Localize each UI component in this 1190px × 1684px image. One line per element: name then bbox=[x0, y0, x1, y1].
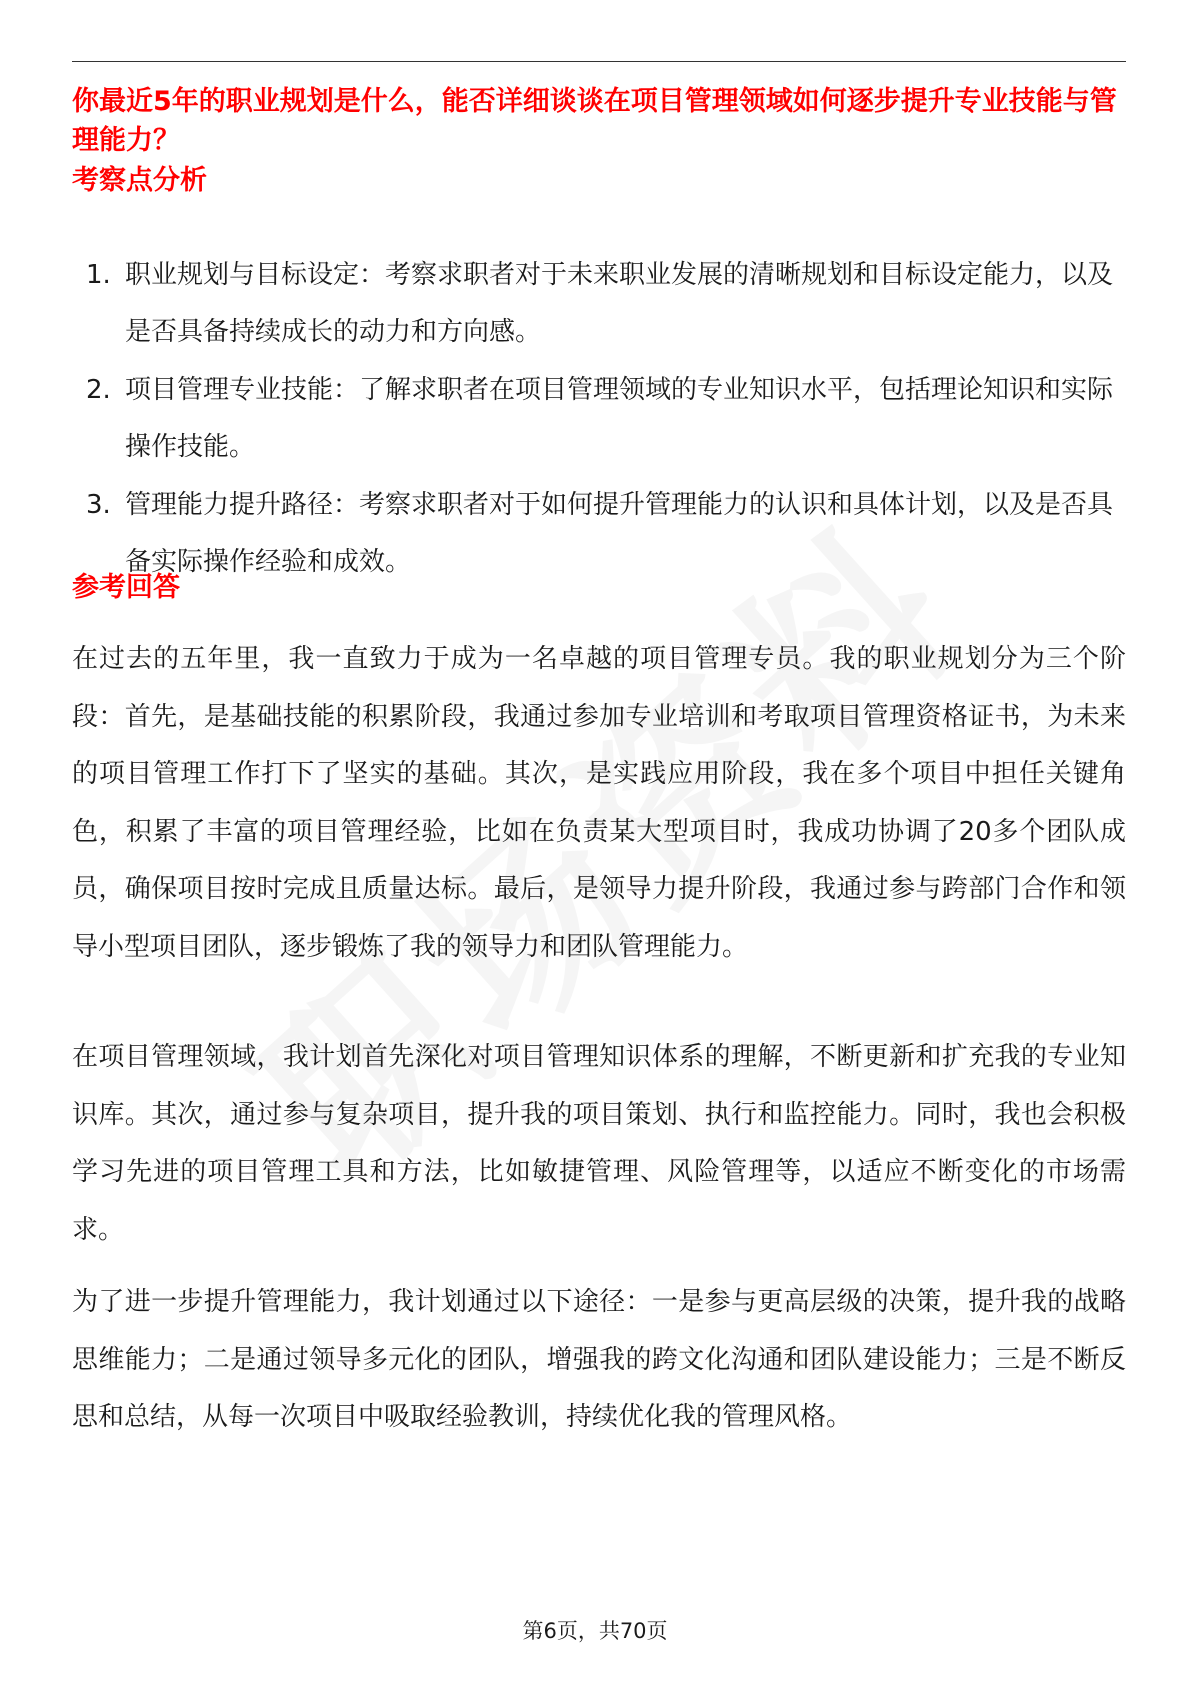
answer-paragraph: 为了进一步提升管理能力，我计划通过以下途径：一是参与更高层级的决策，提升我的战略思维能力；二是通过领导多元化的团队，增强我的跨文化沟通和团队建设能力；三是不断反思和总结，从每一次项目中吸取经验教训，持续优化我的管理风格。 bbox=[72, 1287, 1126, 1432]
answer-heading: 参考回答 bbox=[72, 572, 180, 603]
analysis-item-number: 1. bbox=[86, 260, 111, 290]
analysis-list bbox=[72, 247, 1126, 592]
question-title: 你最近5年的职业规划是什么，能否详细谈谈在项目管理领域如何逐步提升专业技能与管理能力？ bbox=[72, 86, 1117, 156]
analysis-item-text: 职业规划与目标设定：考察求职者对于未来职业发展的清晰规划和目标设定能力，以及是否具备持续成长的动力和方向感。 bbox=[125, 260, 1114, 347]
analysis-item bbox=[72, 247, 1126, 361]
analysis-item bbox=[72, 362, 1126, 476]
answer-paragraph: 在项目管理领域，我计划首先深化对项目管理知识体系的理解，不断更新和扩充我的专业知识库。其次，通过参与复杂项目，提升我的项目策划、执行和监控能力。同时，我也会积极学习先进的项目管理工具和方法，比如敏捷管理、风险管理等，以适应不断变化的市场需求。 bbox=[72, 1042, 1126, 1245]
page-number: 第6页，共70页 bbox=[522, 1619, 668, 1643]
analysis-item-text: 项目管理专业技能：了解求职者在项目管理领域的专业知识水平，包括理论知识和实际操作技能。 bbox=[125, 375, 1114, 462]
analysis-item-number: 3. bbox=[86, 490, 111, 520]
analysis-heading: 考察点分析 bbox=[72, 165, 207, 196]
top-rule bbox=[72, 61, 1126, 62]
answer-paragraph: 在过去的五年里，我一直致力于成为一名卓越的项目管理专员。我的职业规划分为三个阶段：首先，是基础技能的积累阶段，我通过参加专业培训和考取项目管理资格证书，为未来的项目管理工作打下了坚实的基础。其次，是实践应用阶段，我在多个项目中担任关键角色，积累了丰富的项目管理经验，比如在负责某大型项目时，我成功协调了20多个团队成员，确保项目按时完成且质量达标。最后，是领导力提升阶段，我通过参与跨部门合作和领导小型项目团队，逐步锻炼了我的领导力和团队管理能力。 bbox=[72, 644, 1126, 962]
analysis-item bbox=[72, 477, 1126, 591]
analysis-item-text: 管理能力提升路径：考察求职者对于如何提升管理能力的认识和具体计划，以及是否具备实际操作经验和成效。 bbox=[125, 490, 1114, 577]
analysis-item-number: 2. bbox=[86, 375, 111, 405]
